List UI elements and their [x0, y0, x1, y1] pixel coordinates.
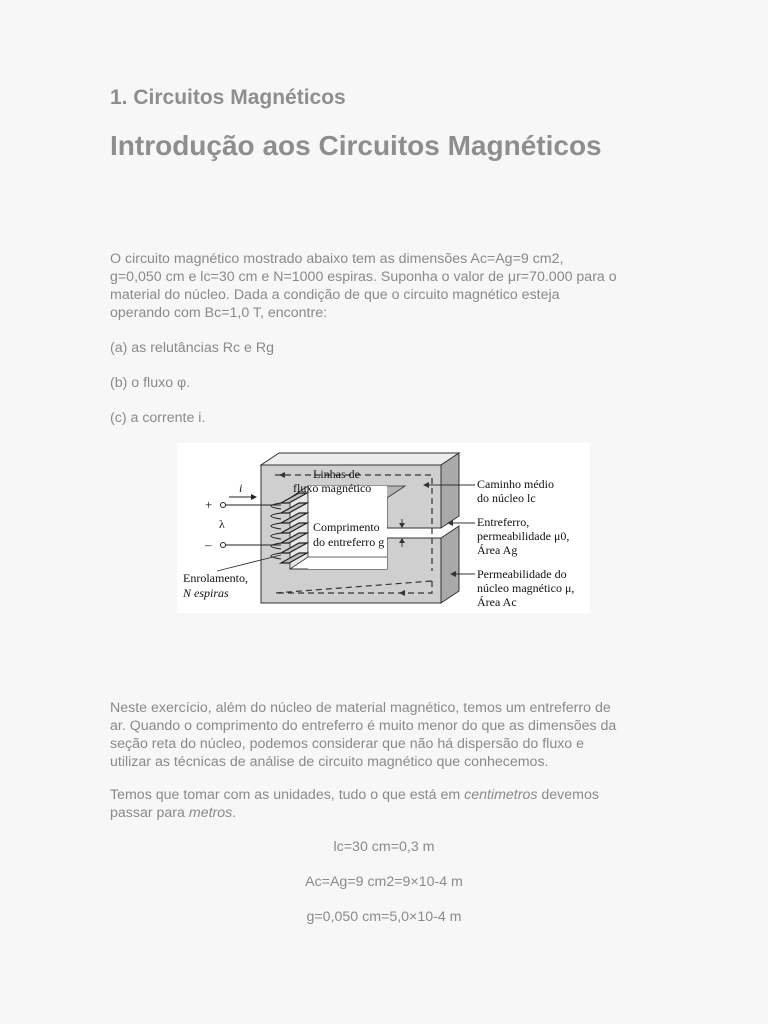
magnetic-circuit-diagram	[177, 443, 590, 613]
intro-paragraph: O circuito magnético mostrado abaixo tem as dimensões Ac=Ag=9 cm2, g=0,050 cm e lc=30 cm e N=1000 espiras. Suponha o valor de μr=70.000 para o material do núcleo. Dada a condição de que o circuito magnético esteja operando com Bc=1,0 T, encontre:	[110, 251, 617, 321]
explanation-paragraph: Neste exercício, além do núcleo de material magnético, temos um entreferro de ar. Quando o comprimento do entreferro é muito menor do que as dimensões da seção reta do núcleo, podemos considerar que não há dispersão do fluxo e utilizar as técnicas de análise de circuito magnético que conhecemos.	[110, 700, 617, 770]
equation-lc: lc=30 cm=0,3 m	[333, 839, 435, 855]
airgap-label-1: Entreferro,	[477, 515, 530, 529]
minus-label: –	[205, 537, 212, 552]
mean-path-label-1: Caminho médio	[477, 477, 554, 491]
airgap-label-3: Área Ag	[477, 543, 518, 557]
item-a: (a) as relutâncias Rc e Rg	[110, 340, 275, 356]
units-paragraph: Temos que tomar com as unidades, tudo o que está em centimetros devemos passar para metros.	[110, 787, 599, 821]
magnetic-circuit-figure	[177, 443, 590, 613]
core-top-face	[261, 453, 459, 465]
plus-label: +	[205, 497, 213, 512]
mean-path-label-2: do núcleo lc	[477, 491, 536, 505]
terminal-minus	[221, 543, 226, 548]
core-side-face-lower	[441, 526, 459, 603]
current-label: i	[239, 481, 243, 495]
flux-lines-label-2: fluxo magnético	[293, 481, 372, 495]
item-b: (b) o fluxo φ.	[110, 375, 191, 391]
core-perm-label-2: núcleo magnético μ,	[477, 581, 575, 595]
lambda-label: λ	[219, 517, 225, 531]
item-c: (c) a corrente i.	[110, 410, 206, 426]
winding-label-1: Enrolamento,	[183, 571, 248, 585]
core-perm-label-3: Área Ac	[477, 595, 517, 609]
equation-area: Ac=Ag=9 cm2=9×10-4 m	[305, 874, 463, 890]
winding-label-2: N espiras	[183, 586, 229, 600]
core-perm-label-1: Permeabilidade do	[477, 567, 567, 581]
core-side-face-upper	[441, 453, 459, 528]
page-title: Introdução aos Circuitos Magnéticos	[110, 130, 602, 161]
chapter-heading: 1. Circuitos Magnéticos	[110, 86, 346, 109]
equation-gap: g=0,050 cm=5,0×10-4 m	[306, 909, 462, 925]
gap-length-label-2: do entreferro g	[313, 535, 385, 549]
airgap-label-2: permeabilidade μ0,	[477, 529, 570, 543]
air-gap	[387, 528, 441, 538]
terminal-plus	[221, 503, 226, 508]
gap-length-label-1: Comprimento	[313, 520, 380, 534]
flux-lines-label-1: Linhas de	[313, 467, 360, 481]
